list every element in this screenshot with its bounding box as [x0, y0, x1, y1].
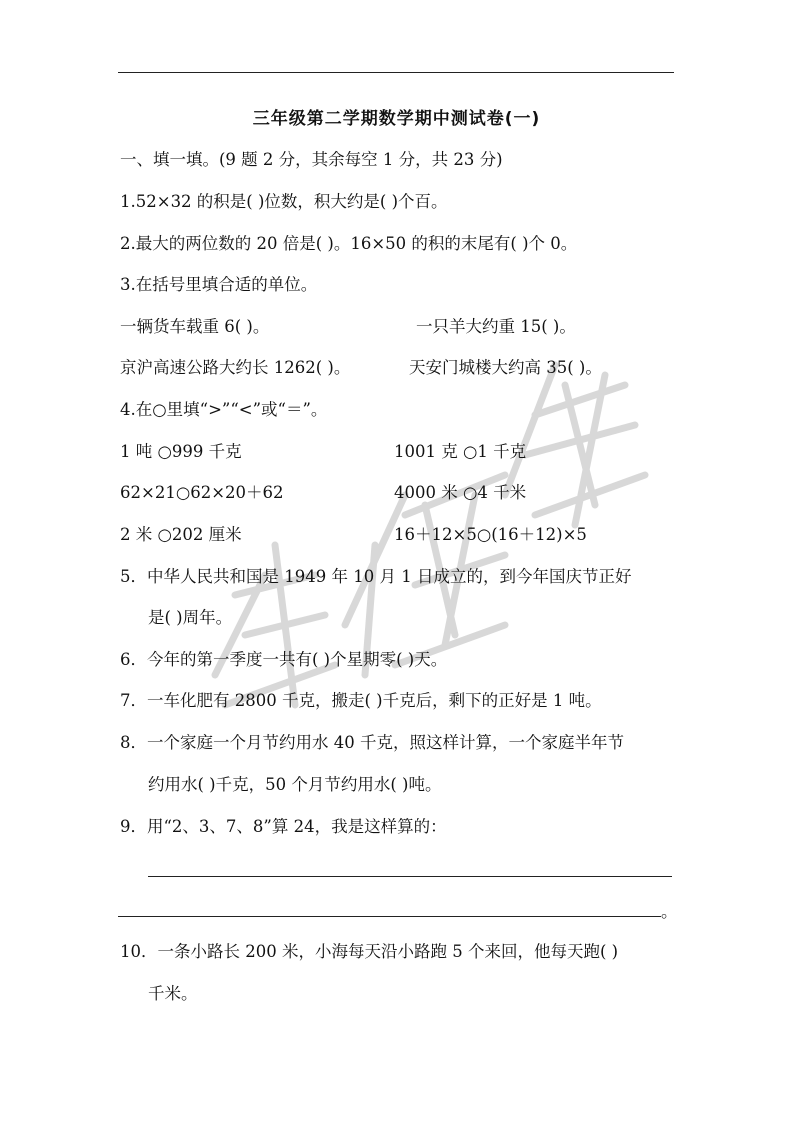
question-5-line1: 5．中华人民共和国是 1949 年 10 月 1 日成立的，到今年国庆节正好: [120, 567, 632, 586]
page-title: 三年级第二学期数学期中测试卷(一): [252, 109, 541, 129]
answer-line-2: [118, 916, 661, 917]
question-3-stem: 3.在括号里填合适的单位。: [120, 275, 318, 294]
question-4b: 1001 克 ○1 千克: [394, 442, 527, 461]
question-4d: 4000 米 ○4 千米: [394, 483, 527, 502]
section-heading: 一、填一填。(9 题 2 分，其余每空 1 分，共 23 分): [120, 150, 503, 169]
question-10-line1: 10．一条小路长 200 米，小海每天沿小路跑 5 个来回，他每天跑( ): [120, 942, 619, 961]
question-2: 2.最大的两位数的 20 倍是( )。16×50 的积的末尾有( )个 0。: [120, 234, 578, 253]
question-7: 7．一车化肥有 2800 千克，搬走( )千克后，剩下的正好是 1 吨。: [120, 691, 602, 710]
answer-line-1: [148, 876, 672, 877]
question-3c: 京沪高速公路大约长 1262( )。: [120, 358, 351, 377]
question-3d: 天安门城楼大约高 35( )。: [409, 358, 602, 377]
answer-line-period: 。: [661, 902, 678, 921]
question-3b: 一只羊大约重 15( )。: [416, 317, 576, 336]
question-5-line2: 是( )周年。: [148, 608, 233, 627]
question-10-line2: 千米。: [148, 984, 198, 1003]
question-4a: 1 吨 ○999 千克: [120, 442, 242, 461]
question-4f: 16＋12×5○(16＋12)×5: [394, 525, 587, 544]
question-4e: 2 米 ○202 厘米: [120, 525, 242, 544]
question-8-line1: 8．一个家庭一个月节约用水 40 千克，照这样计算，一个家庭半年节: [120, 733, 624, 752]
top-rule: [118, 72, 674, 73]
question-8-line2: 约用水( )千克，50 个月节约用水( )吨。: [148, 775, 442, 794]
question-9-stem: 9．用“2、3、7、8”算 24，我是这样算的：: [120, 817, 447, 836]
question-4c: 62×21○62×20＋62: [120, 483, 284, 502]
question-4-stem: 4.在○里填“>”“<”或“＝”。: [120, 400, 328, 419]
question-1: 1.52×32 的积是( )位数，积大约是( )个百。: [120, 192, 448, 211]
question-3a: 一辆货车载重 6( )。: [120, 317, 270, 336]
question-6: 6．今年的第一季度一共有( )个星期零( )天。: [120, 650, 448, 669]
